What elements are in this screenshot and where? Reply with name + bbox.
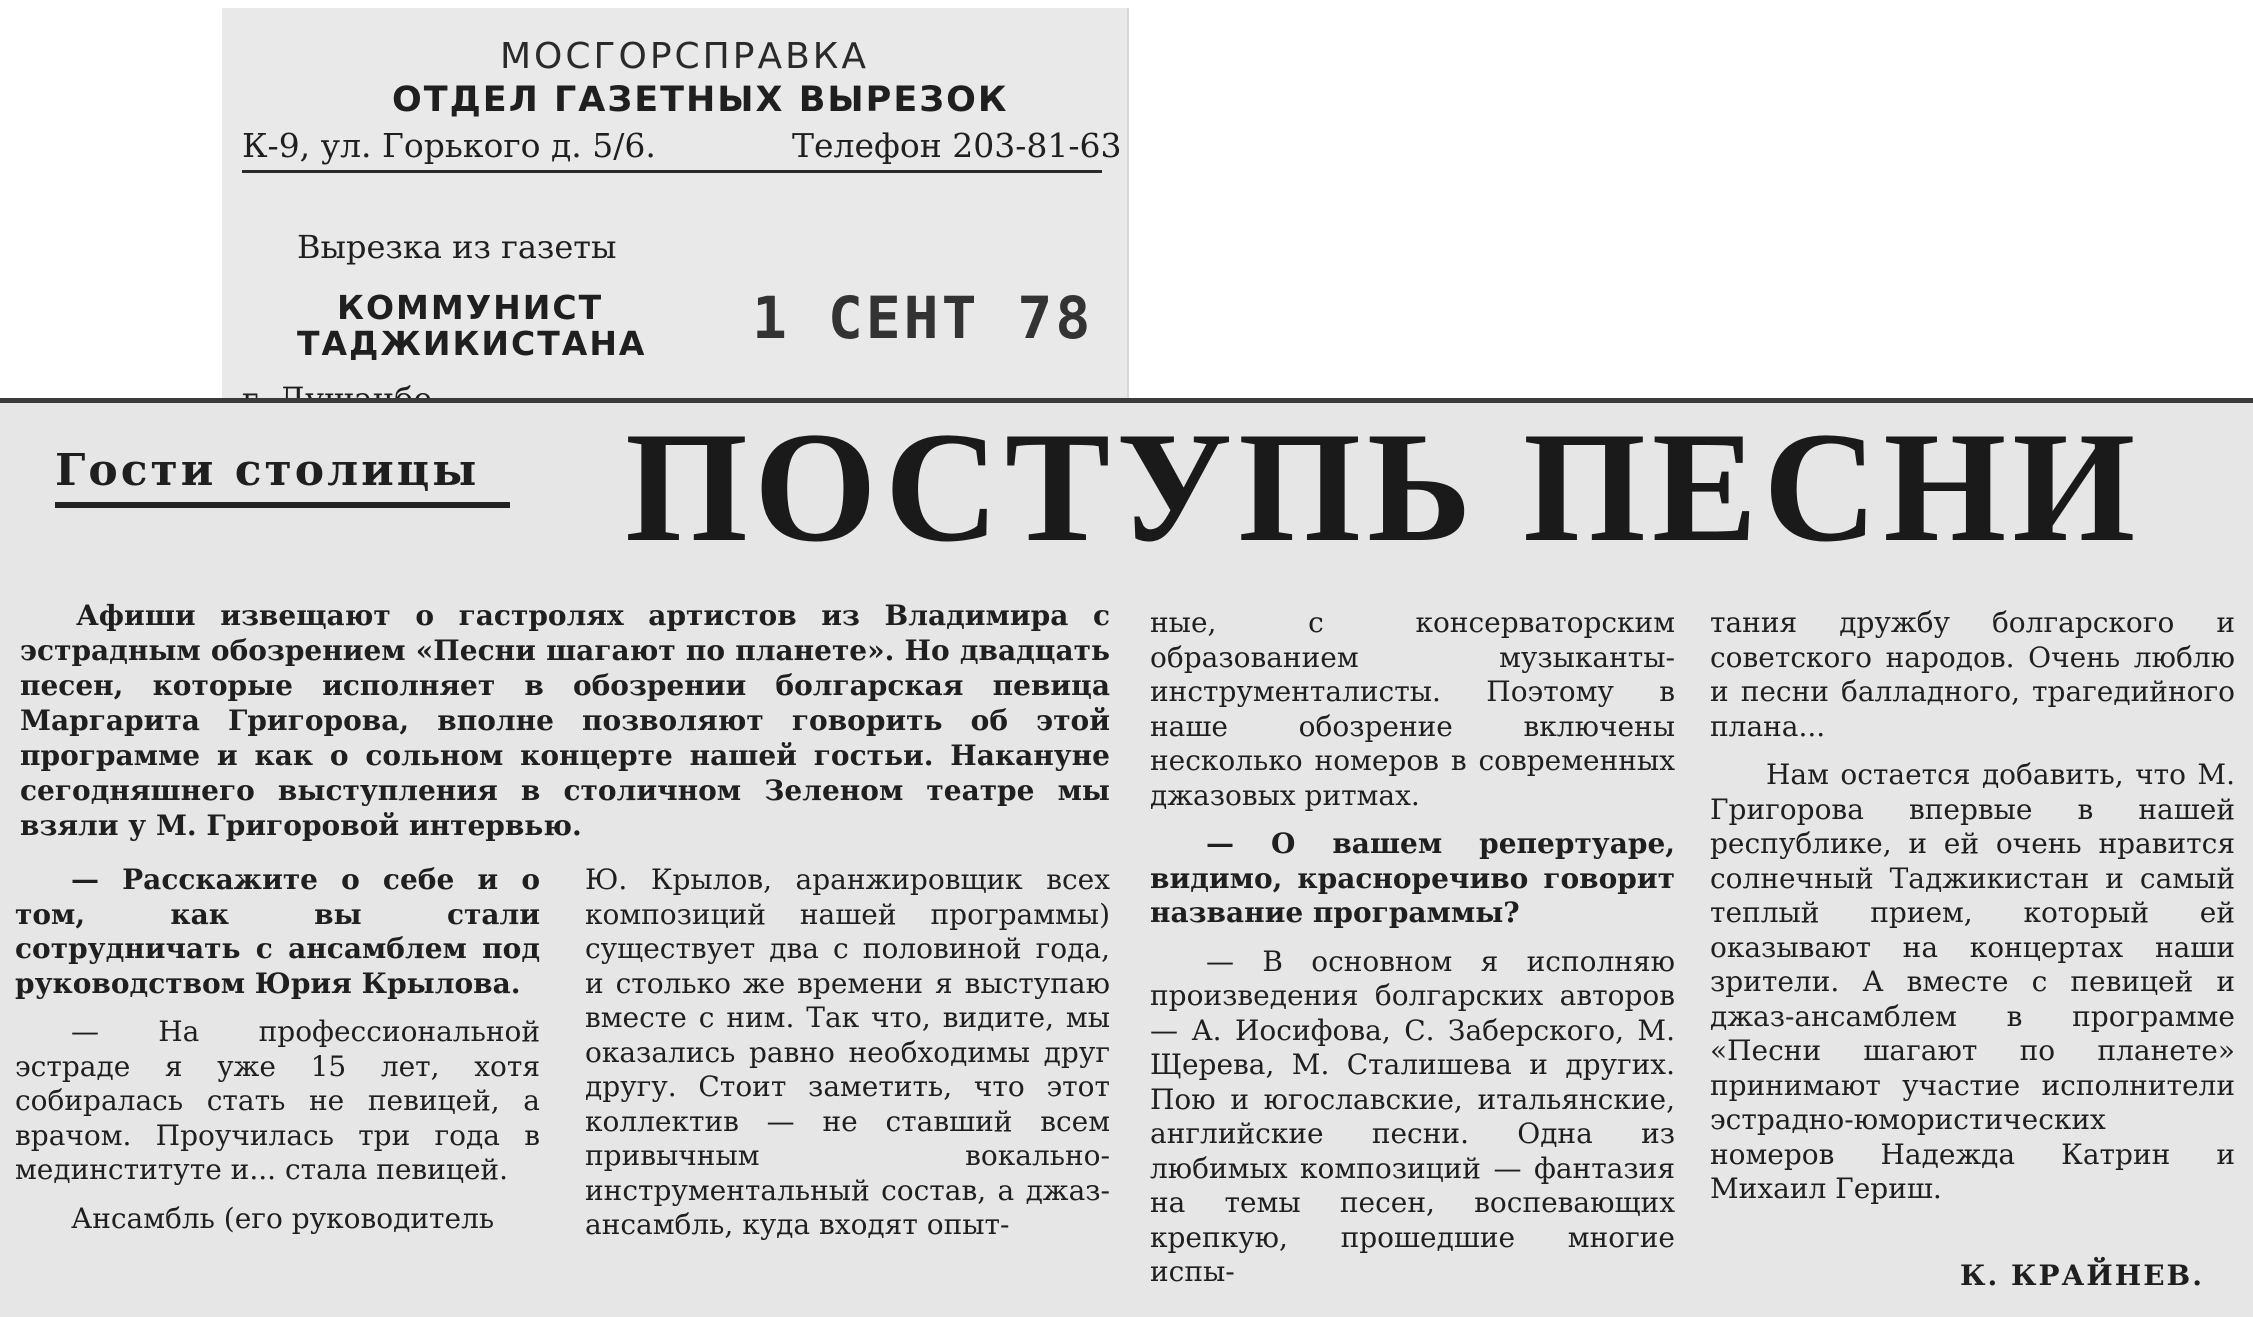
article-clipping (0, 398, 2253, 1317)
column-2-text: Ю. Крылов, аранжировщик всех композиций нашей программы) существует два с половиной года, и столько же времени я выступаю вместе с ним. Так что, видите, мы оказались равно необходимы друг другу. Стоит заметить, что этот коллектив — не ставший всем привычным вокально-инструментальный состав, а джаз-ансамбль, куда входят опыт- (585, 863, 1110, 1241)
article-column-2 (585, 863, 1110, 1257)
question-2: — О вашем репертуаре, видимо, красноречиво говорит название программы? (1150, 827, 1675, 929)
header-divider (242, 170, 1102, 173)
agency-address: К-9, ул. Горького д. 5/6. (242, 126, 656, 165)
column-3-text: ные, с консерваторским образованием музыканты-инструменталисты. Поэтому в наше обозрение включены несколько номеров в современных джазовых ритмах. (1150, 606, 1675, 812)
lead-paragraph: Афиши извещают о гастролях артистов из Владимира с эстрадным обозрением «Песни шагают по планете». Но двадцать песен, которые исполняет в обозрении болгарская певица Маргарита Григорова, вполне позволяют говорить об этой программе и как о сольном концерте нашей гостьи. Накануне сегодняшнего выступления в столичном Зеленом театре мы взяли у М. Григоровой интервью. (20, 599, 1110, 842)
rubric-label: Гости столицы (55, 445, 510, 508)
question-1: — Расскажите о себе и о том, как вы стали сотрудничать с ансамблем под руководством Юрия Крылова. (15, 863, 540, 1000)
column-4-text: тания дружбу болгарского и советского народов. Очень люблю и песни балладного, трагедийного плана... (1710, 606, 2235, 743)
date-stamp: 1 СЕНТ 78 (752, 284, 1094, 352)
cut-from-label: Вырезка из газеты (297, 228, 617, 266)
answer-2: — В основном я исполняю произведения болгарских авторов — А. Иосифова, С. Заберского, М. Щерева, М. Сталишева и других. Пою и югославские, итальянские, английские песни. Одна из любимых композиций — фантазия на темы песен, воспевающих крепкую, прошедшие многие испы- (1150, 944, 1675, 1288)
newspaper-name-line1: КОММУНИСТ (337, 288, 604, 327)
article-column-4 (1710, 606, 2235, 1221)
agency-name: МОСГОРСПРАВКА (500, 36, 869, 77)
article-lead (20, 598, 1110, 857)
department-name: ОТДЕЛ ГАЗЕТНЫХ ВЫРЕЗОК (392, 80, 1009, 120)
clipping-header-slip (222, 8, 1129, 406)
article-headline: ПОСТУПЬ ПЕСНИ (625, 400, 2142, 575)
newspaper-name-line2: ТАДЖИКИСТАНА (297, 324, 647, 363)
answer-1-continued: Ансамбль (его руководитель (71, 1201, 495, 1235)
author-signature: К. КРАЙНЕВ. (1960, 1259, 2204, 1292)
agency-phone: Телефон 203-81-63 (792, 126, 1122, 165)
article-column-1 (15, 863, 540, 1250)
article-column-3 (1150, 606, 1675, 1304)
closing-paragraph: Нам остается добавить, что М. Григорова впервые в нашей республике, и ей очень нравится солнечный Таджикистан и самый теплый прием, который ей оказывают на концертах наши зрители. А вместе с певицей и джаз-ансамблем в программе «Песни шагают по планете» принимают участие исполнители эстрадно-юмористических номеров Надежда Катрин и Михаил Гериш. (1710, 758, 2235, 1205)
answer-1: — На профессиональной эстраде я уже 15 лет, хотя собиралась стать не певицей, а врачом. Проучилась три года в мединституте и... стала певицей. (15, 1015, 540, 1186)
